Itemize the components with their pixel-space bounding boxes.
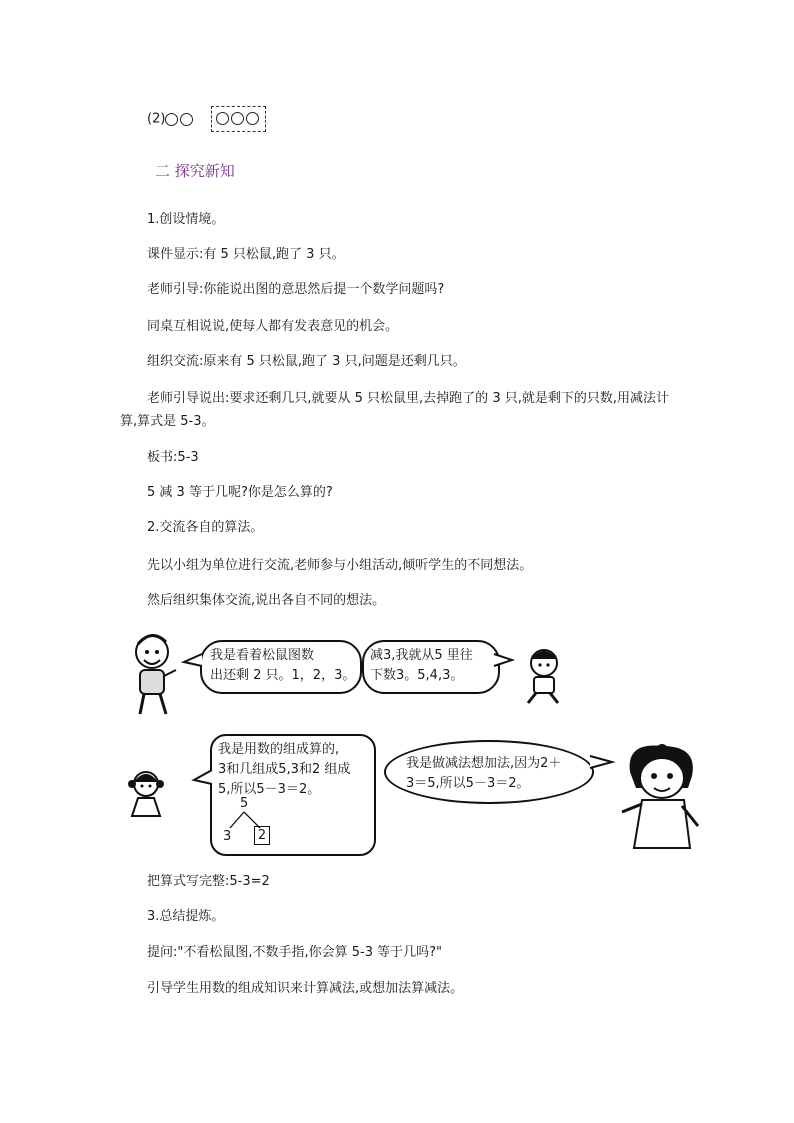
bubble-text: 我是用数的组成算的, 3和几组成5,3和2 组成 5,所以5－3＝2。	[218, 742, 351, 797]
tree-left: 3	[223, 829, 232, 844]
item-number: (2)	[147, 111, 166, 127]
bubble-tail-icon	[590, 756, 614, 772]
text-line: 先以小组为单位进行交流,老师参与小组活动,倾听学生的不同想法。	[147, 558, 533, 573]
circle-icon	[216, 112, 229, 125]
step-3-title: 3.总结提炼。	[147, 909, 225, 924]
speech-bubble-2	[362, 640, 500, 694]
section-heading: 二 探究新知	[155, 162, 235, 180]
speech-bubble-4	[384, 740, 594, 804]
circle-icon	[246, 112, 259, 125]
bubble-tail-icon	[194, 770, 214, 786]
step-2-title: 2.交流各自的算法。	[147, 520, 264, 535]
bubble-tail-icon	[184, 654, 204, 668]
bubble-text: 减3,我就从5 里往 下数3。5,4,3。	[370, 648, 473, 683]
dashed-group-box	[211, 106, 266, 132]
circle-icon	[231, 112, 244, 125]
tree-top: 5	[240, 796, 249, 811]
text-line: 老师引导:你能说出图的意思然后提一个数学问题吗?	[147, 282, 445, 297]
text-line: 课件显示:有 5 只松鼠,跑了 3 只。	[147, 247, 345, 262]
step-1-title: 1.创设情境。	[147, 212, 225, 227]
text-line: 把算式写完整:5-3=2	[147, 874, 270, 889]
boy-cartoon-icon	[520, 645, 568, 707]
boy-cartoon-icon	[126, 630, 182, 720]
circle-icon	[180, 113, 193, 126]
bubble-tail-icon	[494, 654, 514, 668]
text-line: 引导学生用数的组成知识来计算减法,或想加法算减法。	[147, 981, 464, 996]
text-line: 同桌互相说说,使每人都有发表意见的机会。	[147, 319, 399, 334]
text-line: 板书:5-3	[147, 450, 199, 465]
text-line: 5 减 3 等于几呢?你是怎么算的?	[147, 485, 333, 500]
tree-right-box: 2	[254, 826, 270, 845]
text-line: 提问:"不看松鼠图,不数手指,你会算 5-3 等于几吗?"	[147, 945, 443, 960]
top-circles-row	[147, 106, 266, 132]
girl-cartoon-icon	[618, 742, 704, 850]
text-line: 然后组织集体交流,说出各自不同的想法。	[147, 593, 386, 608]
speech-bubble-1	[200, 640, 362, 694]
text-line: 组织交流:原来有 5 只松鼠,跑了 3 只,问题是还剩几只。	[147, 354, 466, 369]
bubble-text: 我是做减法想加法,因为2＋ 3＝5,所以5－3＝2。	[406, 756, 562, 791]
bubble-text: 我是看着松鼠图数 出还剩 2 只。1，2，3。	[210, 648, 356, 683]
girl-cartoon-icon	[124, 768, 170, 826]
text-paragraph: 老师引导说出:要求还剩几只,就要从 5 只松鼠里,去掉跑了的 3 只,就是剩下的只数,用减法计算,算式是 5-3。	[120, 391, 669, 429]
circle-icon	[165, 113, 178, 126]
speech-bubble-3	[210, 734, 376, 856]
